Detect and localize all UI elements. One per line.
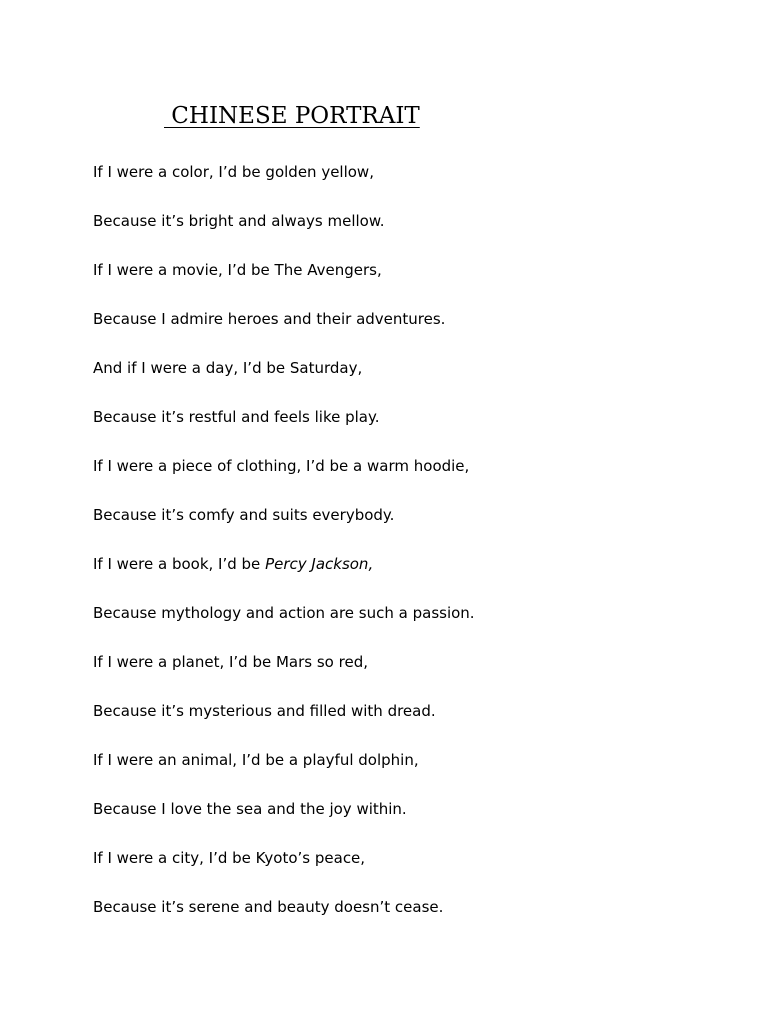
poem-line: Because it’s restful and feels like play. — [93, 408, 380, 426]
poem-line: If I were a movie, I’d be The Avengers, — [93, 261, 382, 279]
poem-line: Because it’s comfy and suits everybody. — [93, 506, 395, 524]
poem-line: Because I love the sea and the joy within. — [93, 800, 407, 818]
poem-line: Because mythology and action are such a passion. — [93, 604, 475, 622]
poem-line: Because it’s bright and always mellow. — [93, 212, 385, 230]
poem-line: If I were a color, I’d be golden yellow, — [93, 163, 374, 181]
poem-line-text: If I were a book, I’d be — [93, 555, 266, 573]
poem-line: If I were a city, I’d be Kyoto’s peace, — [93, 849, 366, 867]
poem-line — [93, 552, 733, 576]
poem-line: Because I admire heroes and their adventures. — [93, 310, 446, 328]
poem-line: Because it’s serene and beauty doesn’t cease. — [93, 898, 444, 916]
poem-body — [93, 160, 733, 919]
poem-line: And if I were a day, I’d be Saturday, — [93, 359, 363, 377]
poem-line: If I were an animal, I’d be a playful dolphin, — [93, 751, 419, 769]
poem-line: If I were a planet, I’d be Mars so red, — [93, 653, 368, 671]
poem-line: If I were a piece of clothing, I’d be a warm hoodie, — [93, 457, 470, 475]
book-title-italic: Percy Jackson, — [265, 555, 374, 573]
poem-line: Because it’s mysterious and filled with dread. — [93, 702, 436, 720]
poem-title: CHINESE PORTRAIT — [164, 103, 420, 129]
